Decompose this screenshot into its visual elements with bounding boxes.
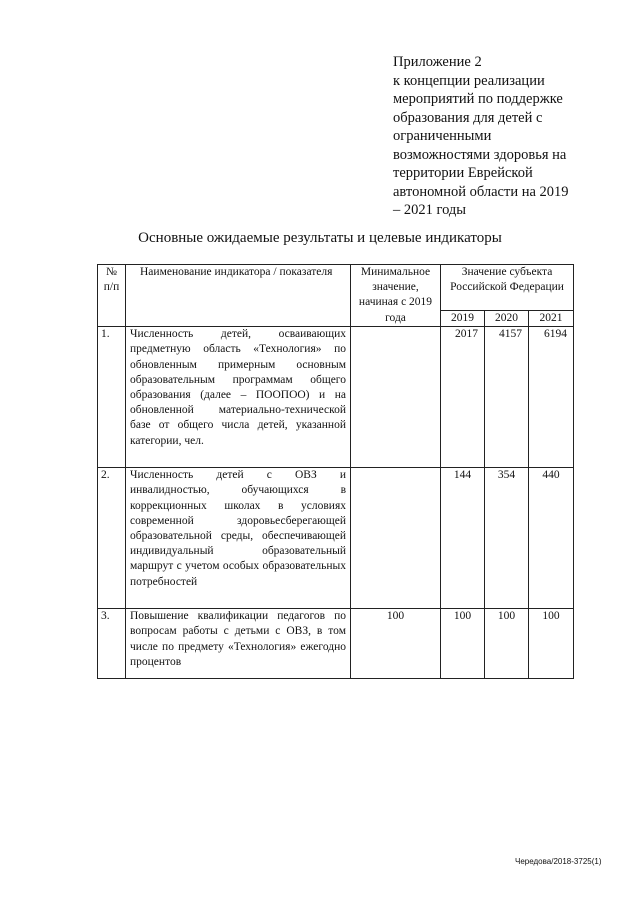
row-value-2019: 2017 — [441, 327, 485, 468]
appendix-line: к концепции реализации — [393, 72, 545, 89]
row-num: 1. — [98, 327, 126, 468]
appendix-block — [393, 53, 608, 220]
header-year-2020: 2020 — [485, 311, 529, 327]
appendix-line: автономной области на 2019 — [393, 183, 569, 200]
header-num: № п/п — [98, 265, 126, 327]
header-year-2021: 2021 — [529, 311, 574, 327]
row-name: Повышение квалификации педагогов по вопросам работы с детьми с ОВЗ, в том числе по предмету «Технология» ежегодно процентов — [126, 609, 351, 679]
appendix-line: образования для детей с — [393, 109, 543, 126]
appendix-line: территории Еврейской — [393, 165, 533, 181]
row-name: Численность детей с ОВЗ и инвалидностью, обучающихся в коррекционных школах в условиях современной здоровьесберегающей образовательной среды, обеспечивающей индивидуальный образовательный маршрут с учетом особых образовательных потребностей — [126, 468, 351, 609]
row-value-2020: 4157 — [485, 327, 529, 468]
header-min: Минимальное значение, начиная с 2019 года — [351, 265, 441, 327]
indicators-table — [97, 264, 574, 679]
document-id: Чередова/2018-3725(1) — [515, 857, 602, 866]
row-name: Численность детей, осваивающих предметную область «Технология» по обновленным примерным основным образовательным программам общего образования (далее – ПООПОО) и на обновленной материально-технической базе от общего числа детей, указанной категории, чел. — [126, 327, 351, 468]
table-row — [98, 327, 574, 468]
row-num: 2. — [98, 468, 126, 609]
row-value-2019: 100 — [441, 609, 485, 679]
table-row — [98, 468, 574, 609]
row-min: 100 — [351, 609, 441, 679]
appendix-line: мероприятий по поддержке — [393, 91, 563, 107]
row-value-2020: 354 — [485, 468, 529, 609]
row-value-2019: 144 — [441, 468, 485, 609]
row-min — [351, 327, 441, 468]
table-row — [98, 609, 574, 679]
appendix-line: – 2021 годы — [393, 202, 467, 218]
header-year-2019: 2019 — [441, 311, 485, 327]
row-value-2021: 440 — [529, 468, 574, 609]
page-title: Основные ожидаемые результаты и целевые индикаторы — [138, 230, 502, 246]
appendix-line: ограниченными — [393, 128, 492, 144]
row-min — [351, 468, 441, 609]
row-value-2021: 100 — [529, 609, 574, 679]
appendix-line: возможностями здоровья на — [393, 146, 567, 163]
header-name: Наименование индикатора / показателя — [126, 265, 351, 327]
row-value-2021: 6194 — [529, 327, 574, 468]
row-value-2020: 100 — [485, 609, 529, 679]
header-subject: Значение субъекта Российской Федерации — [441, 265, 574, 311]
appendix-line: Приложение 2 — [393, 54, 482, 70]
row-num: 3. — [98, 609, 126, 679]
